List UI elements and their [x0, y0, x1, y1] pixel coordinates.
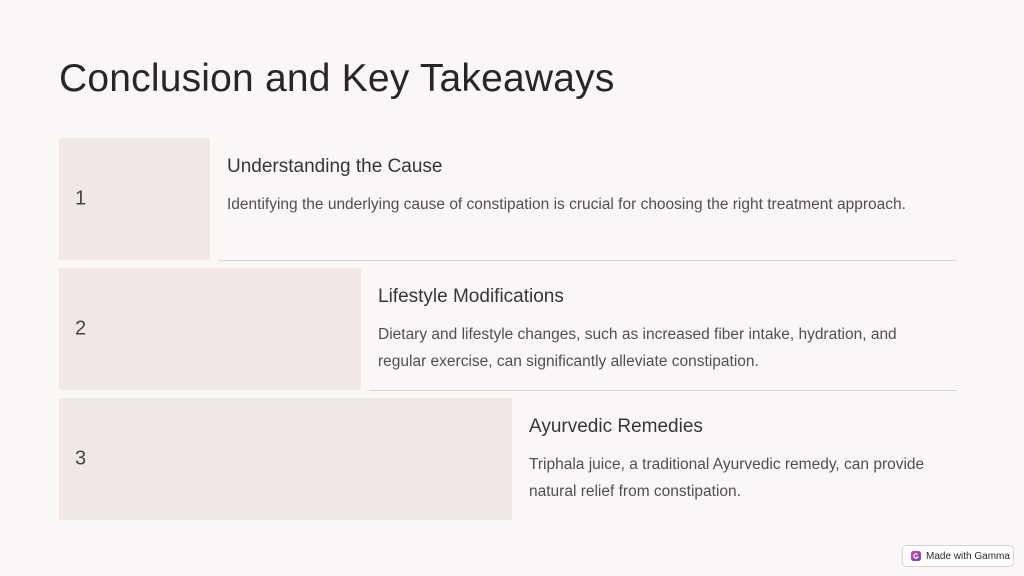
- step-number-box: [59, 138, 210, 260]
- step-content: [227, 138, 957, 218]
- step-content: [529, 398, 959, 505]
- step-number-box: [59, 268, 361, 390]
- step-1: [59, 138, 957, 260]
- slide-title: Conclusion and Key Takeaways: [59, 57, 615, 100]
- step-number: 1: [75, 187, 87, 210]
- step-title: Lifestyle Modifications: [378, 286, 564, 307]
- step-2: [59, 268, 957, 390]
- made-with-gamma-badge[interactable]: [902, 545, 1014, 567]
- step-description: Identifying the underlying cause of constipation is crucial for choosing the right treatment approach.: [227, 196, 906, 213]
- step-3: [59, 398, 957, 520]
- step-title: Ayurvedic Remedies: [529, 416, 703, 437]
- step-number-box: [59, 398, 512, 520]
- step-number: 3: [75, 447, 87, 470]
- step-description: Triphala juice, a traditional Ayurvedic remedy, can provide natural relief from constipation.: [529, 456, 925, 500]
- step-number: 2: [75, 317, 87, 340]
- step-divider: [218, 260, 957, 261]
- step-description: Dietary and lifestyle changes, such as increased fiber intake, hydration, and regular exercise, can significantly alleviate constipation.: [378, 326, 897, 370]
- badge-label: Made with Gamma: [926, 550, 1010, 562]
- step-content: [378, 268, 938, 375]
- step-divider: [369, 390, 957, 391]
- gamma-logo-icon: [911, 551, 921, 561]
- step-title: Understanding the Cause: [227, 156, 443, 177]
